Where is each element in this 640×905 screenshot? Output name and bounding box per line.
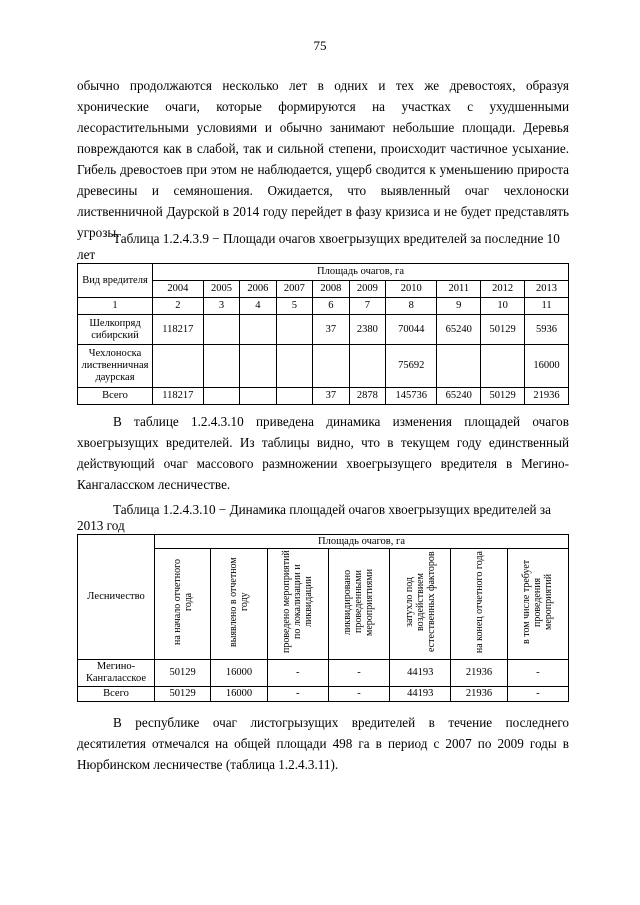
table-cell [240,345,276,388]
col-number-cell: 7 [349,298,385,315]
paragraph-2 [77,411,569,495]
col-number-cell: 5 [276,298,312,315]
year-cell: 2012 [481,281,525,298]
row-label: Чехлоноска лиственничная даурская [78,345,153,388]
subheader-text: ликвидировано проведенными мероприятиями [342,568,376,636]
paragraph-3-text: В республике очаг листогрызущих вредителей в течение последнего десятилетия отмечался на общей площади 498 га в период с 2007 по 2009 годы в Нюрбинском лесничестве (таблица 1.2.4.3.11). [77,715,569,772]
col-number-cell: 3 [203,298,239,315]
col-number-cell: 2 [153,298,204,315]
table-cell [437,345,481,388]
table-cell: 50129 [481,388,525,405]
row-label: Всего [78,687,155,702]
subheader-cell [267,549,328,660]
header-area: Площадь очагов, га [155,535,569,549]
year-cell: 2006 [240,281,276,298]
table-cell [481,345,525,388]
table-cell: - [507,660,568,687]
table-cell: 50129 [155,687,211,702]
subheader-cell [451,549,507,660]
subheader-cell [328,549,389,660]
header-pest: Вид вредителя [78,264,153,298]
page-number: 75 [313,38,327,53]
table-cell: 21936 [451,687,507,702]
header-forestry: Лесничество [78,535,155,660]
table-pest-areas-10-years [77,263,569,405]
table-cell: 118217 [153,388,204,405]
subheader-text: на начало отчетного года [171,559,194,646]
table-cell: 16000 [211,687,267,702]
table-cell: - [328,687,389,702]
table-cell: 70044 [386,315,437,345]
table-cell: 145736 [386,388,437,405]
paragraph-3 [77,712,569,775]
table-cell: 65240 [437,315,481,345]
table-cell: 75692 [386,345,437,388]
table-cell: - [507,687,568,702]
year-cell: 2008 [313,281,349,298]
table-cell: 37 [313,388,349,405]
table2-caption [77,502,569,534]
row-label: Всего [78,388,153,405]
subheader-text: на конец отчетного года [473,550,485,654]
table2-caption-text: Таблица 1.2.4.3.10 − Динамика площадей очагов хвоегрызущих вредителей за 2013 год [77,502,551,533]
col-number-cell: 8 [386,298,437,315]
col-number-cell: 11 [525,298,569,315]
table-pest-dynamics-2013 [77,534,569,702]
col-number-cell: 9 [437,298,481,315]
table-row [78,345,569,388]
year-cell: 2013 [525,281,569,298]
table-cell [349,345,385,388]
table-cell: 50129 [481,315,525,345]
header-area: Площадь очагов, га [153,264,569,281]
year-cell: 2009 [349,281,385,298]
table-cell: 2380 [349,315,385,345]
year-cell: 2010 [386,281,437,298]
col-number-cell: 1 [78,298,153,315]
table-cell [203,315,239,345]
table-cell: 16000 [211,660,267,687]
table-cell: 21936 [525,388,569,405]
subheader-cell [390,549,451,660]
year-cell: 2011 [437,281,481,298]
col-number-cell: 6 [313,298,349,315]
table1-caption-text: Таблица 1.2.4.3.9 − Площади очагов хвоегрызущих вредителей за последние 10 лет [77,231,560,262]
table-cell: - [267,660,328,687]
subheader-text: выявлено в отчетном году [227,557,250,647]
year-cell: 2005 [203,281,239,298]
table-cell [203,345,239,388]
table-cell: 5936 [525,315,569,345]
table-cell: 50129 [155,660,211,687]
table-cell [276,345,312,388]
paragraph-1: обычно продолжаются несколько лет в одних и тех же древостоях, образуя хронические очаги, которые формируются на участках с ухудшенными лесорастительными условиями и обычно занимают небольшие площади. Деревья повреждаются как в слабой, так и сильной степени, происходит частичное усыхание. Гибель древостоев при этом не наблюдается, ущерб сводится к уменьшению прироста древесины и семяношения. Ожидается, что выявленный очаг чехлоноски лиственничной Даурской в 2014 году перейдет в фазу кризиса и не будет представлять угрозы. [77,78,569,240]
year-cell: 2004 [153,281,204,298]
table-cell [276,388,312,405]
table-row-total [78,687,569,702]
table-cell [240,388,276,405]
table-row-total [78,388,569,405]
table-cell: 16000 [525,345,569,388]
table-cell: - [328,660,389,687]
subheader-text: в том числе требует проведения мероприятий [521,559,555,645]
table-cell [240,315,276,345]
subheader-text: затухло под воздействием естественных факторов [403,551,437,653]
row-label: Мегино-Кангаласское [78,660,155,687]
table-cell: 37 [313,315,349,345]
col-number-cell: 4 [240,298,276,315]
col-number-cell: 10 [481,298,525,315]
subheader-cell [211,549,267,660]
table-cell: 44193 [390,660,451,687]
subheader-text: проведено мероприятий по локализации и ликвидации [281,550,315,654]
table1-caption [77,231,569,263]
table-cell: 21936 [451,660,507,687]
table-row [78,315,569,345]
table-cell: - [267,687,328,702]
table-cell [203,388,239,405]
row-label: Шелкопряд сибирский [78,315,153,345]
subheader-cell [155,549,211,660]
column-number-row [78,298,569,315]
table-cell: 118217 [153,315,204,345]
subheader-cell [507,549,568,660]
paragraph-2-text: В таблице 1.2.4.3.10 приведена динамика изменения площадей очагов хвоегрызущих вредителей. Из таблицы видно, что в текущем году единственный действующий очаг массового размножении хвоегрызущего вредителя в Мегино-Кангаласском лесничестве. [77,414,569,492]
table-cell: 44193 [390,687,451,702]
table-row [78,660,569,687]
table-cell [276,315,312,345]
year-cell: 2007 [276,281,312,298]
table-cell: 2878 [349,388,385,405]
table-cell [153,345,204,388]
table-cell: 65240 [437,388,481,405]
table-cell [313,345,349,388]
